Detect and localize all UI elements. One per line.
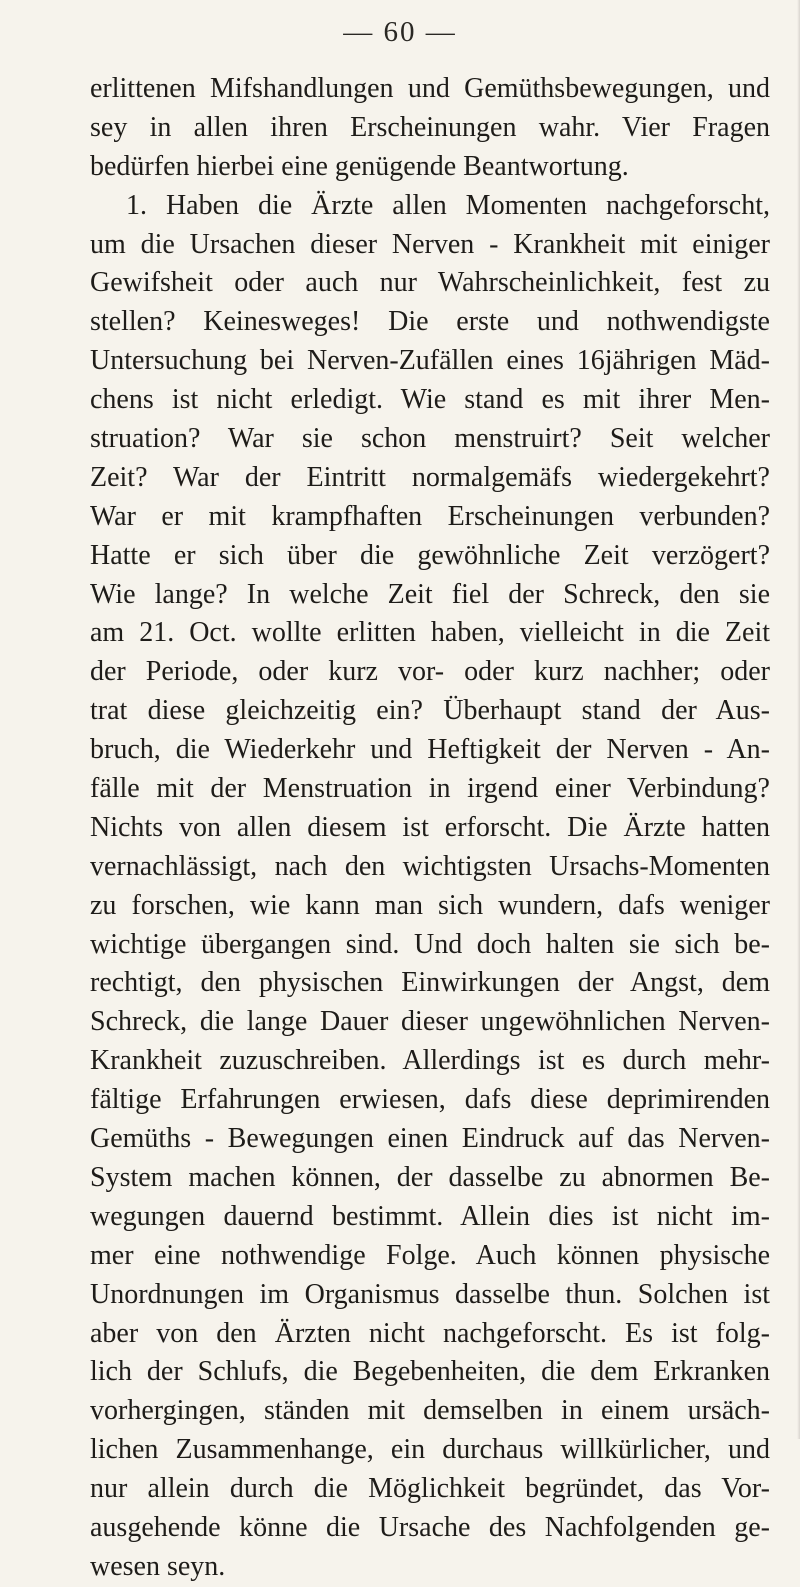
text-line: vernachlässigt, nach den wichtigsten Ursachs-Momenten	[90, 850, 770, 882]
text-line: 1. Haben die Ärzte allen Momenten nachgeforscht,	[126, 189, 770, 221]
text-line: zu forschen, wie kann man sich wundern, dafs weniger	[90, 889, 770, 921]
text-line: War er mit krampfhaften Erscheinungen verbunden?	[90, 500, 770, 532]
text-line: chens ist nicht erledigt. Wie stand es mit ihrer Men-	[90, 384, 770, 416]
text-line: sey in allen ihren Erscheinungen wahr. Vier Fragen	[90, 111, 770, 143]
text-line: am 21. Oct. wollte erlitten haben, vielleicht in die Zeit	[90, 617, 770, 649]
text-line: Wie lange? In welche Zeit fiel der Schreck, den sie	[90, 578, 770, 610]
text-line: nur allein durch die Möglichkeit begründet, das Vor-	[90, 1473, 770, 1505]
text-line: stellen? Keinesweges! Die erste und nothwendigste	[90, 306, 770, 338]
text-line: wegungen dauernd bestimmt. Allein dies ist nicht im-	[90, 1200, 770, 1232]
text-line-last: wesen seyn.	[90, 1550, 226, 1582]
text-line: fältige Erfahrungen erwiesen, dafs diese deprimirenden	[90, 1084, 770, 1116]
text-line: lichen Zusammenhange, ein durchaus willkürlicher, und	[90, 1434, 770, 1466]
page-number-header: — 60 —	[343, 16, 457, 48]
text-line: vorhergingen, ständen mit demselben in einem ursäch-	[90, 1395, 770, 1427]
body-text	[90, 70, 770, 1587]
text-line: mer eine nothwendige Folge. Auch können physische	[90, 1239, 770, 1271]
text-line: Hatte er sich über die gewöhnliche Zeit verzögert?	[90, 539, 770, 571]
text-line: Unordnungen im Organismus dasselbe thun. Solchen ist	[90, 1278, 770, 1310]
text-line: lich der Schlufs, die Begebenheiten, die dem Erkranken	[90, 1356, 770, 1388]
text-line: wichtige übergangen sind. Und doch halten sie sich be-	[90, 928, 770, 960]
text-line: struation? War sie schon menstruirt? Seit welcher	[90, 423, 770, 455]
text-line: Gewifsheit oder auch nur Wahrscheinlichkeit, fest zu	[90, 267, 770, 299]
text-line: um die Ursachen dieser Nerven - Krankheit mit einiger	[90, 228, 770, 260]
text-line: trat diese gleichzeitig ein? Überhaupt stand der Aus-	[90, 695, 770, 727]
text-line: ausgehende könne die Ursache des Nachfolgenden ge-	[90, 1511, 770, 1543]
text-line: Zeit? War der Eintritt normalgemäfs wiedergekehrt?	[90, 461, 770, 493]
text-line: fälle mit der Menstruation in irgend einer Verbindung?	[90, 773, 770, 805]
text-line: Krankheit zuzuschreiben. Allerdings ist es durch mehr-	[90, 1045, 770, 1077]
text-line: der Periode, oder kurz vor- oder kurz nachher; oder	[90, 656, 770, 688]
text-line: erlittenen Mifshandlungen und Gemüthsbewegungen, und	[90, 73, 770, 104]
text-line: aber von den Ärzten nicht nachgeforscht. Es ist folg-	[90, 1317, 770, 1349]
text-line: bruch, die Wiederkehr und Heftigkeit der Nerven - An-	[90, 734, 770, 766]
text-line: Nichts von allen diesem ist erforscht. Die Ärzte hatten	[90, 811, 770, 843]
text-line: Schreck, die lange Dauer dieser ungewöhnlichen Nerven-	[90, 1006, 770, 1038]
text-line: bedürfen hierbei eine genügende Beantwortung.	[90, 150, 629, 182]
text-line: Gemüths - Bewegungen einen Eindruck auf das Nerven-	[90, 1123, 770, 1155]
text-line: rechtigt, den physischen Einwirkungen der Angst, dem	[90, 967, 770, 999]
text-line: Untersuchung bei Nerven-Zufällen eines 16jährigen Mäd-	[90, 345, 770, 377]
text-line: System machen können, der dasselbe zu abnormen Be-	[90, 1161, 770, 1193]
